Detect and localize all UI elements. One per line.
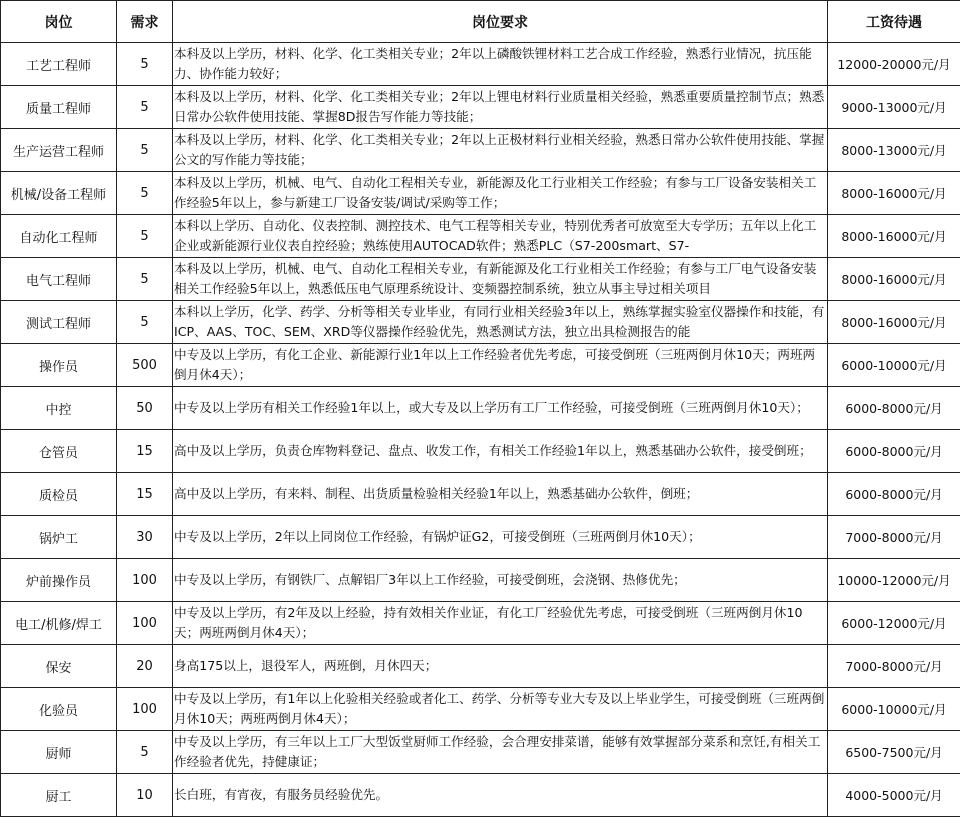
position-cell: 质量工程师 <box>1 86 117 129</box>
requirements-cell <box>173 387 828 430</box>
requirements-cell-text: 身高175以上，退役军人，两班倒，月休四天； <box>174 658 438 673</box>
demand-cell: 15 <box>117 430 173 473</box>
requirements-cell-text: 长白班，有宵夜，有服务员经验优先。 <box>174 787 389 802</box>
demand-cell: 5 <box>117 43 173 86</box>
salary-cell: 6000-10000元/月 <box>828 688 960 731</box>
salary-cell: 6500-7500元/月 <box>828 731 960 774</box>
requirements-cell <box>173 430 828 473</box>
requirements-cell-text: 高中及以上学历，有来料、制程、出货质量检验相关经验1年以上，熟悉基础办公软件，倒班； <box>174 486 699 501</box>
salary-cell: 8000-16000元/月 <box>828 172 960 215</box>
position-cell: 中控 <box>1 387 117 430</box>
position-cell: 保安 <box>1 645 117 688</box>
position-cell: 自动化工程师 <box>1 215 117 258</box>
requirements-cell <box>173 473 828 516</box>
requirements-cell-text: 中专及以上学历，有钢铁厂、点解铝厂3年以上工作经验，可接受倒班，会浇钢、热修优先； <box>174 572 686 587</box>
table-row <box>1 688 960 731</box>
salary-cell: 8000-16000元/月 <box>828 215 960 258</box>
demand-cell: 500 <box>117 344 173 387</box>
salary-cell: 10000-12000元/月 <box>828 559 960 602</box>
position-cell: 操作员 <box>1 344 117 387</box>
header-salary: 工资待遇 <box>828 1 960 43</box>
header-requirements: 岗位要求 <box>173 1 828 43</box>
demand-cell: 100 <box>117 688 173 731</box>
table-row <box>1 172 960 215</box>
salary-cell: 8000-13000元/月 <box>828 129 960 172</box>
table-row <box>1 602 960 645</box>
salary-cell: 7000-8000元/月 <box>828 645 960 688</box>
demand-cell: 10 <box>117 774 173 817</box>
position-cell: 炉前操作员 <box>1 559 117 602</box>
requirements-cell <box>173 172 828 215</box>
demand-cell: 100 <box>117 602 173 645</box>
salary-cell: 6000-10000元/月 <box>828 344 960 387</box>
requirements-cell <box>173 43 828 86</box>
salary-cell: 6000-8000元/月 <box>828 387 960 430</box>
position-cell: 仓管员 <box>1 430 117 473</box>
position-cell: 测试工程师 <box>1 301 117 344</box>
demand-cell: 5 <box>117 731 173 774</box>
requirements-cell-text: 中专及以上学历，2年以上同岗位工作经验，有锅炉证G2，可接受倒班（三班两倒月休10天）； <box>174 529 701 544</box>
requirements-cell-text: 本科及以上学历，材料、化学、化工类相关专业；2年以上磷酸铁锂材料工艺合成工作经验，熟悉行业情况，抗压能力、协作能力较好； <box>174 46 812 81</box>
requirements-cell <box>173 301 828 344</box>
table-row <box>1 301 960 344</box>
requirements-cell <box>173 731 828 774</box>
requirements-cell <box>173 344 828 387</box>
table-row <box>1 516 960 559</box>
requirements-cell <box>173 774 828 817</box>
table-row <box>1 731 960 774</box>
table-row <box>1 645 960 688</box>
requirements-cell-text: 中专及以上学历，有2年及以上经验，持有效相关作业证，有化工厂经验优先考虑，可接受倒班（三班两倒月休10天；两班两倒月休4天）； <box>174 605 803 640</box>
demand-cell: 30 <box>117 516 173 559</box>
table-row <box>1 387 960 430</box>
demand-cell: 5 <box>117 215 173 258</box>
header-row <box>1 1 960 43</box>
table-row <box>1 215 960 258</box>
requirements-cell-text: 高中及以上学历，负责仓库物料登记、盘点、收发工作，有相关工作经验1年以上，熟悉基础办公软件，接受倒班； <box>174 443 812 458</box>
requirements-cell-text: 本科及以上学历，材料、化学、化工类相关专业；2年以上锂电材料行业质量相关经验，熟悉重要质量控制节点；熟悉日常办公软件使用技能、掌握8D报告写作能力等技能； <box>174 89 825 124</box>
requirements-cell <box>173 688 828 731</box>
salary-cell: 7000-8000元/月 <box>828 516 960 559</box>
demand-cell: 100 <box>117 559 173 602</box>
requirements-cell-text: 中专及以上学历，有化工企业、新能源行业1年以上工作经验者优先考虑，可接受倒班（三班两倒月休10天；两班两倒月休4天）； <box>174 347 816 382</box>
requirements-cell <box>173 559 828 602</box>
position-cell: 厨师 <box>1 731 117 774</box>
position-cell: 生产运营工程师 <box>1 129 117 172</box>
requirements-cell <box>173 215 828 258</box>
position-cell: 电工/机修/焊工 <box>1 602 117 645</box>
demand-cell: 20 <box>117 645 173 688</box>
requirements-cell-text: 本科及以上学历，材料、化学、化工类相关专业；2年以上正极材料行业相关经验，熟悉日常办公软件使用技能、掌握公文的写作能力等技能； <box>174 132 825 167</box>
demand-cell: 5 <box>117 172 173 215</box>
salary-cell: 6000-12000元/月 <box>828 602 960 645</box>
position-cell: 锅炉工 <box>1 516 117 559</box>
requirements-cell <box>173 602 828 645</box>
demand-cell: 50 <box>117 387 173 430</box>
requirements-cell-text: 中专及以上学历，有1年以上化验相关经验或者化工、药学、分析等专业大专及以上毕业学生，可接受倒班（三班两倒月休10天；两班两倒月休4天）； <box>174 691 825 726</box>
table-body <box>1 43 960 817</box>
table-row <box>1 559 960 602</box>
demand-cell: 15 <box>117 473 173 516</box>
salary-cell: 12000-20000元/月 <box>828 43 960 86</box>
table-row <box>1 258 960 301</box>
demand-cell: 5 <box>117 129 173 172</box>
header-position: 岗位 <box>1 1 117 43</box>
header-demand: 需求 <box>117 1 173 43</box>
demand-cell: 5 <box>117 86 173 129</box>
salary-cell: 9000-13000元/月 <box>828 86 960 129</box>
requirements-cell <box>173 258 828 301</box>
table-row <box>1 473 960 516</box>
requirements-cell <box>173 645 828 688</box>
requirements-cell <box>173 86 828 129</box>
table-row <box>1 430 960 473</box>
salary-cell: 6000-8000元/月 <box>828 473 960 516</box>
salary-cell: 6000-8000元/月 <box>828 430 960 473</box>
table-row <box>1 344 960 387</box>
requirements-cell-text: 本科及以上学历，机械、电气、自动化工程相关专业，新能源及化工行业相关工作经验；有参与工厂设备安装相关工作经验5年以上，参与新建工厂设备安装/调试/采购等工作； <box>174 175 817 210</box>
table-row <box>1 774 960 817</box>
position-cell: 化验员 <box>1 688 117 731</box>
position-cell: 质检员 <box>1 473 117 516</box>
requirements-cell-text: 本科及以上学历，机械、电气、自动化工程相关专业，有新能源及化工行业相关工作经验；有参与工厂电气设备安装相关工作经验5年以上，熟悉低压电气原理系统设计、变频器控制系统，独立从事主导过相关项目 <box>174 261 817 296</box>
position-cell: 电气工程师 <box>1 258 117 301</box>
position-cell: 机械/设备工程师 <box>1 172 117 215</box>
requirements-cell-text: 本科以上学历，化学、药学、分析等相关专业毕业，有同行业相关经验3年以上，熟练掌握实验室仪器操作和技能，有ICP、AAS、TOC、SEM、XRD等仪器操作经验优先，熟悉测试方法，独立出具检测报告的能 <box>174 304 825 339</box>
requirements-cell-text: 中专及以上学历有相关工作经验1年以上，或大专及以上学历有工厂工作经验，可接受倒班（三班两倒月休10天）； <box>174 400 809 415</box>
position-cell: 厨工 <box>1 774 117 817</box>
salary-cell: 4000-5000元/月 <box>828 774 960 817</box>
demand-cell: 5 <box>117 301 173 344</box>
table-row <box>1 86 960 129</box>
requirements-cell-text: 中专及以上学历，有三年以上工厂大型饭堂厨师工作经验，会合理安排菜谱，能够有效掌握部分菜系和烹饪,有相关工作经验者优先，持健康证； <box>174 734 821 769</box>
salary-cell: 8000-16000元/月 <box>828 258 960 301</box>
position-cell: 工艺工程师 <box>1 43 117 86</box>
requirements-cell-text: 本科以上学历、自动化、仪表控制、测控技术、电气工程等相关专业，特别优秀者可放宽至大专学历；五年以上化工企业或新能源行业仪表自控经验；熟练使用AUTOCAD软件；熟悉PLC（S7-200smart、S7- <box>174 218 817 253</box>
requirements-cell <box>173 129 828 172</box>
demand-cell: 5 <box>117 258 173 301</box>
requirements-cell <box>173 516 828 559</box>
salary-cell: 8000-16000元/月 <box>828 301 960 344</box>
table-row <box>1 43 960 86</box>
table-row <box>1 129 960 172</box>
